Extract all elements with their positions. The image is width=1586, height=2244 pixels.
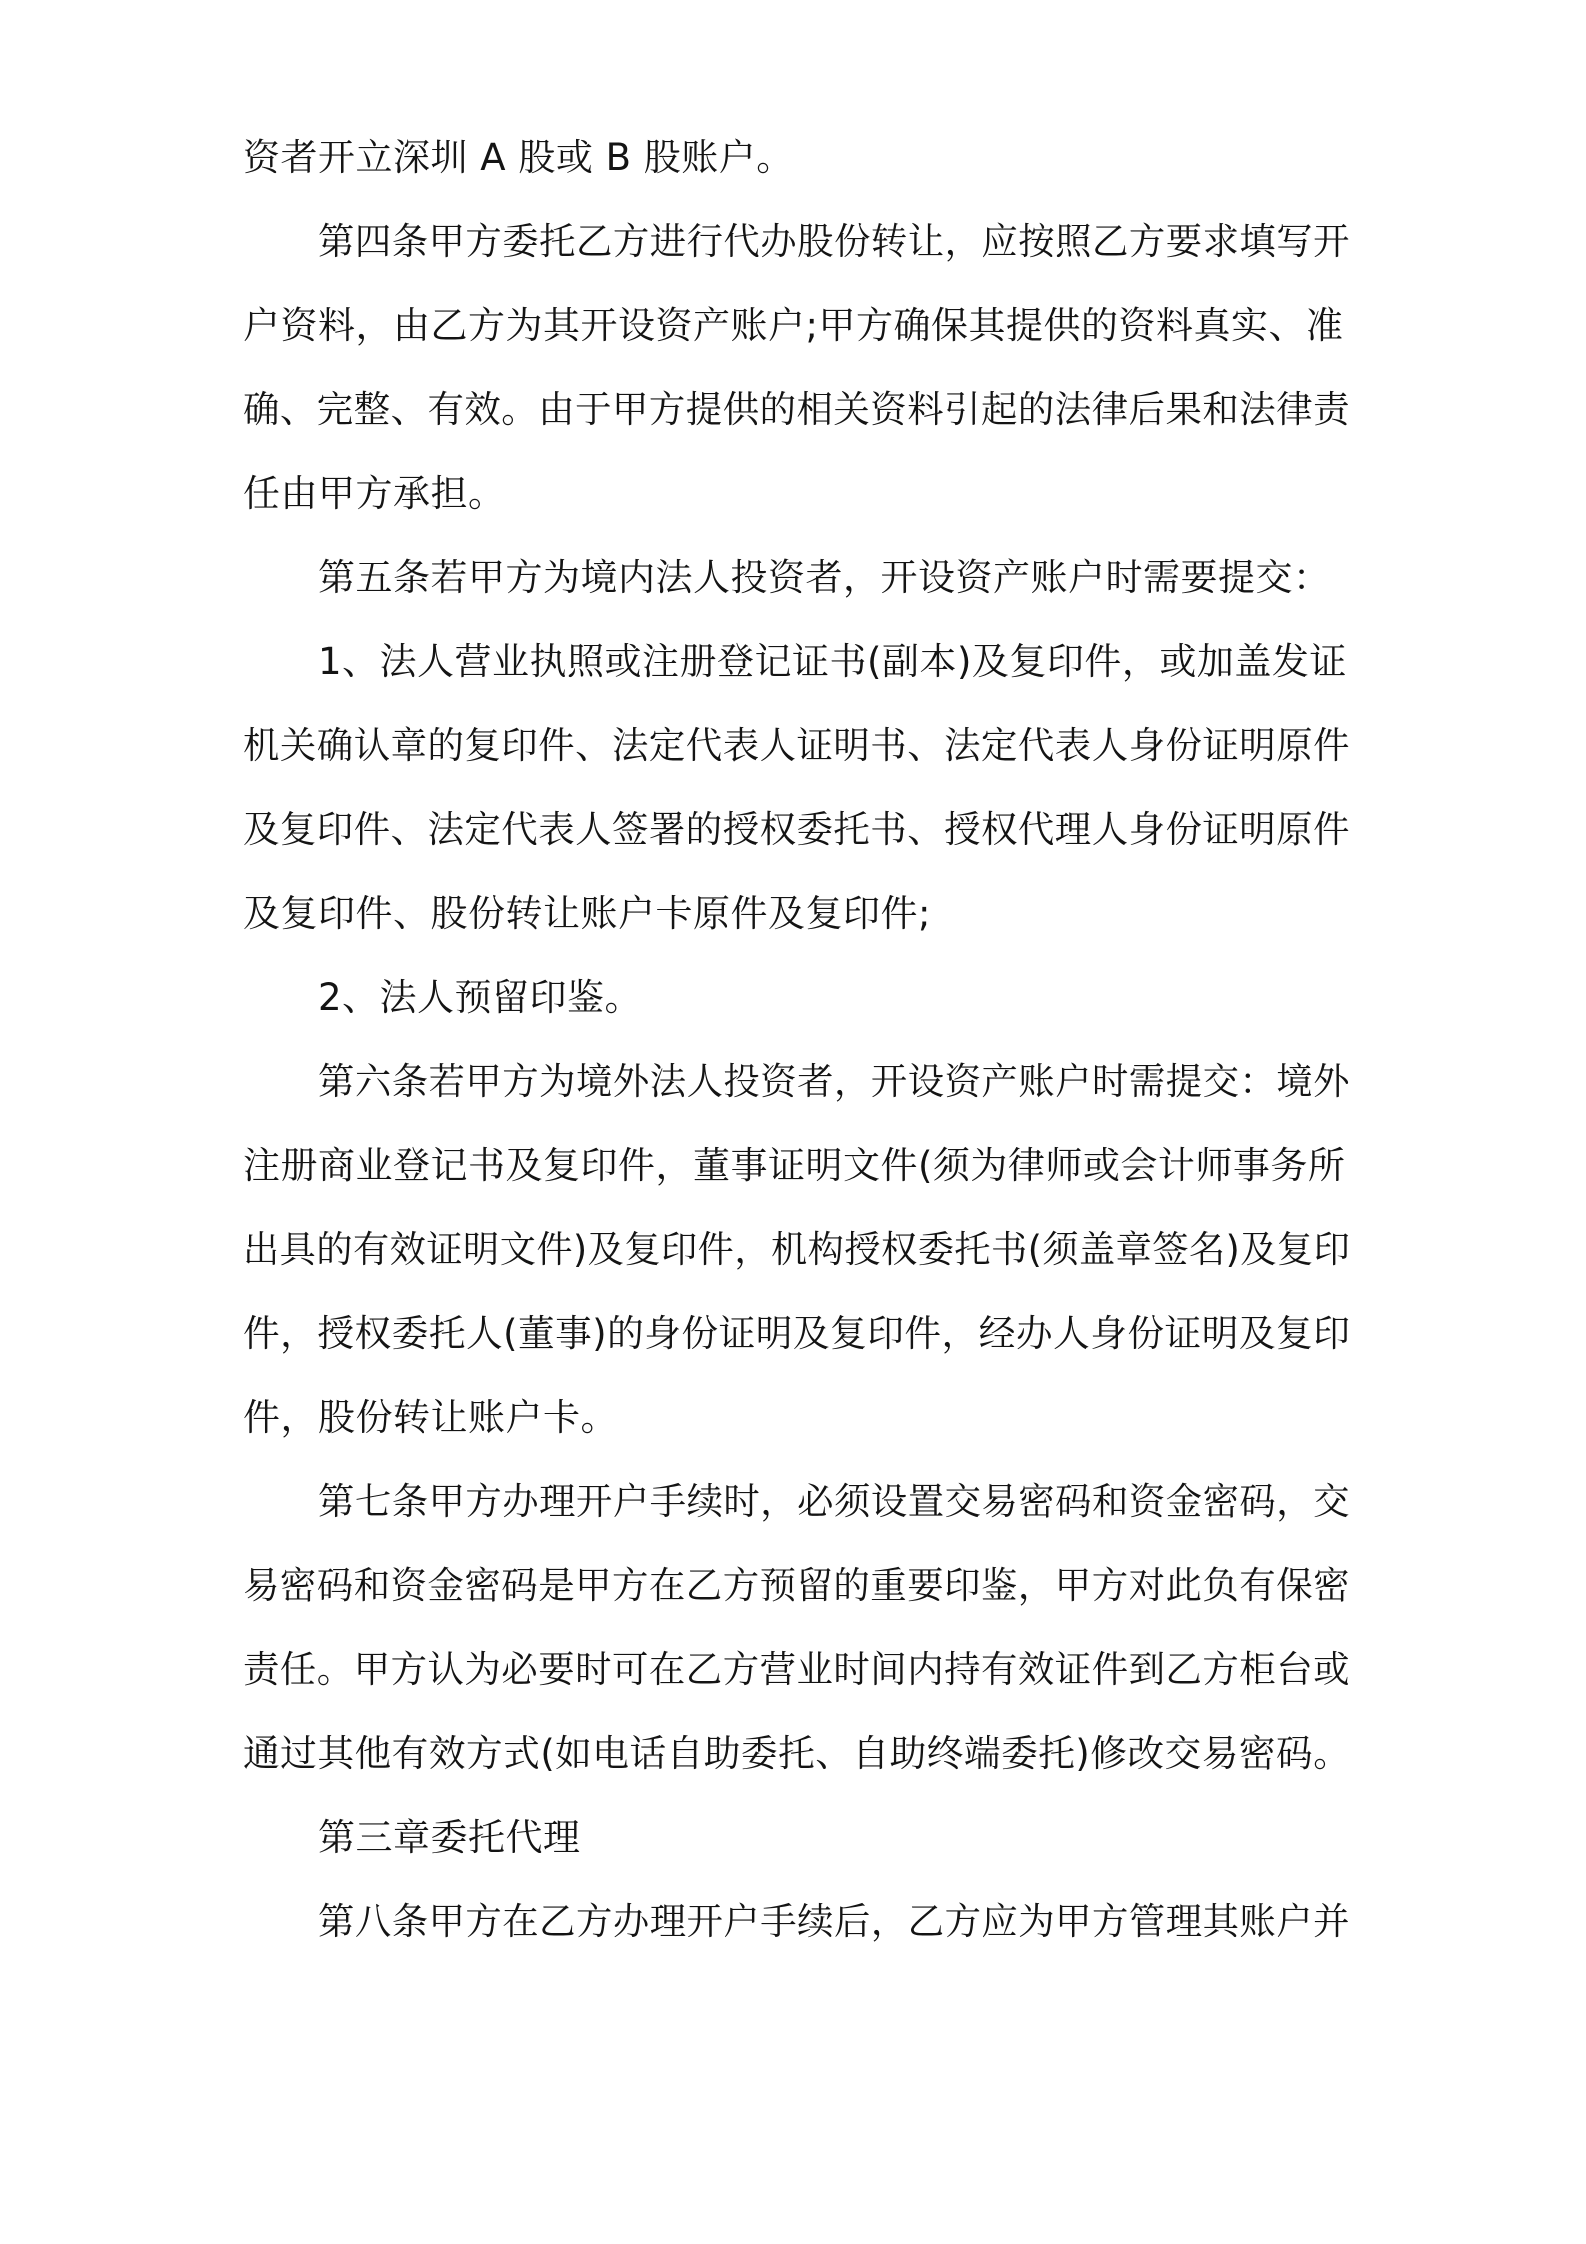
text-line: 资者开立深圳 A 股或 B 股账户。 (243, 136, 794, 179)
text-line: 第六条若甲方为境外法人投资者，开设资产账户时需提交：境外 (318, 1060, 1350, 1103)
text-line: 件，股份转让账户卡。 (243, 1396, 618, 1439)
text-line: 注册商业登记书及复印件，董事证明文件(须为律师或会计师事务所 (243, 1144, 1346, 1187)
text-line: 第七条甲方办理开户手续时，必须设置交易密码和资金密码，交 (318, 1480, 1350, 1523)
text-line: 机关确认章的复印件、法定代表人证明书、法定代表人身份证明原件 (243, 724, 1350, 767)
text-line: 责任。甲方认为必要时可在乙方营业时间内持有效证件到乙方柜台或 (243, 1648, 1350, 1691)
text-line: 及复印件、股份转让账户卡原件及复印件; (243, 892, 931, 935)
text-line: 2、法人预留印鉴。 (318, 976, 643, 1019)
text-line: 易密码和资金密码是甲方在乙方预留的重要印鉴，甲方对此负有保密 (243, 1564, 1350, 1607)
text-line: 第八条甲方在乙方办理开户手续后，乙方应为甲方管理其账户并 (318, 1900, 1350, 1943)
text-line: 件，授权委托人(董事)的身份证明及复印件，经办人身份证明及复印 (243, 1312, 1351, 1355)
text-line: 1、法人营业执照或注册登记证书(副本)及复印件，或加盖发证 (318, 640, 1347, 683)
text-line: 户资料，由乙方为其开设资产账户;甲方确保其提供的资料真实、准 (243, 304, 1344, 347)
text-line: 及复印件、法定代表人签署的授权委托书、授权代理人身份证明原件 (243, 808, 1350, 851)
chapter-heading: 第三章委托代理 (318, 1816, 581, 1859)
text-line: 第四条甲方委托乙方进行代办股份转让，应按照乙方要求填写开 (318, 220, 1350, 263)
text-line: 确、完整、有效。由于甲方提供的相关资料引起的法律后果和法律责 (243, 388, 1350, 431)
text-line: 任由甲方承担。 (243, 472, 506, 515)
text-line: 第五条若甲方为境内法人投资者，开设资产账户时需要提交： (318, 556, 1331, 599)
text-line: 通过其他有效方式(如电话自助委托、自助终端委托)修改交易密码。 (243, 1732, 1351, 1775)
text-line: 出具的有效证明文件)及复印件，机构授权委托书(须盖章签名)及复印 (243, 1228, 1351, 1271)
